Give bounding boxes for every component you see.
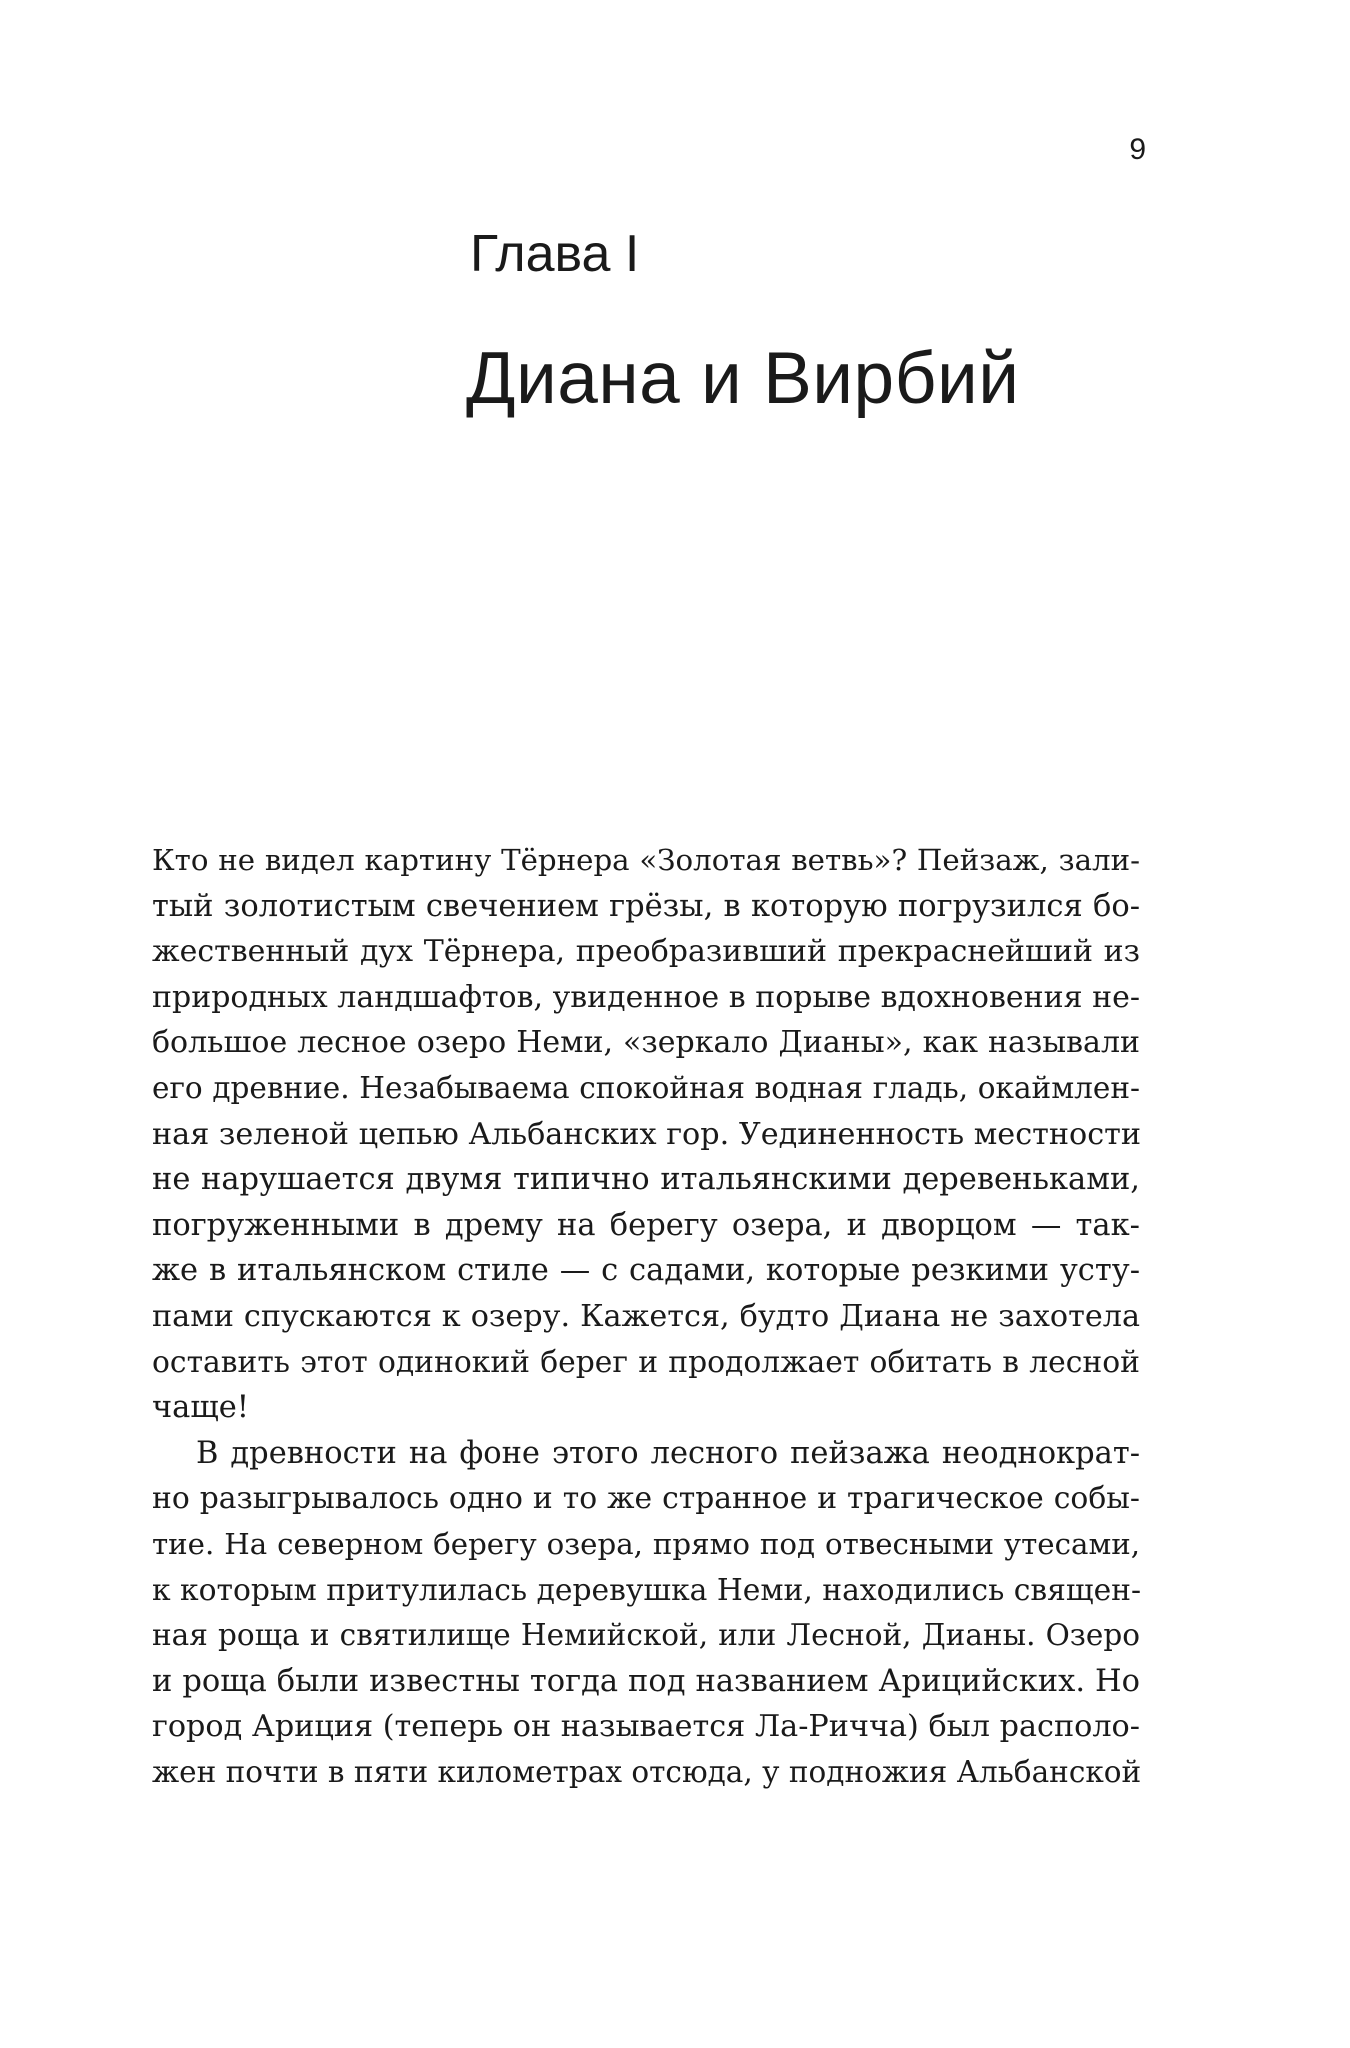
paragraph-1 <box>152 838 1140 1431</box>
text-line: жен почти в пяти километрах отсюда, у подножия Альбанской <box>152 1754 1142 1789</box>
text-line: но разыгрывалось одно и то же странное и трагическое собы- <box>152 1481 1140 1517</box>
text-line: его древние. Незабываема спокойная водная гладь, окаймлен- <box>152 1070 1140 1105</box>
page-number: 9 <box>1129 133 1146 166</box>
paragraph-2 <box>152 1431 1140 1796</box>
text-line: оставить этот одинокий берег и продолжает обитать в лесной <box>152 1344 1140 1380</box>
text-line: же в итальянском стиле — с садами, которые резкими усту- <box>152 1253 1140 1289</box>
text-line: тие. На северном берегу озера, прямо под отвесными утесами, <box>152 1526 1140 1561</box>
text-line: и роща были известны тогда под названием Арицийских. Но <box>152 1663 1140 1699</box>
text-line: большое лесное озеро Неми, «зеркало Дианы», как называли <box>152 1025 1140 1061</box>
text-line: тый золотистым свечением грёзы, в которую погрузился бо- <box>152 888 1140 924</box>
text-line: пами спускаются к озеру. Кажется, будто Диана не захотела <box>152 1298 1140 1334</box>
text-line: к которым притулилась деревушка Неми, находились священ- <box>152 1572 1142 1608</box>
text-line: Кто не видел картину Тёрнера «Золотая ветвь»? Пейзаж, зали- <box>152 843 1140 877</box>
text-line: природных ландшафтов, увиденное в порыве вдохновения не- <box>152 979 1140 1015</box>
text-line: В древности на фоне этого лесного пейзажа неоднократ- <box>196 1435 1140 1471</box>
text-line: погруженными в дрему на берегу озера, и дворцом — так- <box>152 1207 1140 1243</box>
text-line: чаще! <box>152 1390 250 1426</box>
chapter-label: Глава I <box>470 225 640 283</box>
text-line: жественный дух Тёрнера, преобразивший прекраснейший из <box>152 934 1140 970</box>
body-text <box>152 838 1140 1795</box>
text-line: не нарушается двумя типично итальянскими деревеньками, <box>152 1162 1140 1198</box>
text-line: ная роща и святилище Немийской, или Лесной, Дианы. Озеро <box>152 1618 1140 1653</box>
text-line: город Ариция (теперь он называется Ла-Ричча) был располо- <box>152 1709 1140 1745</box>
text-line: ная зеленой цепью Альбанских гор. Уединенность местности <box>152 1116 1142 1152</box>
chapter-title: Диана и Вирбий <box>466 338 1020 419</box>
